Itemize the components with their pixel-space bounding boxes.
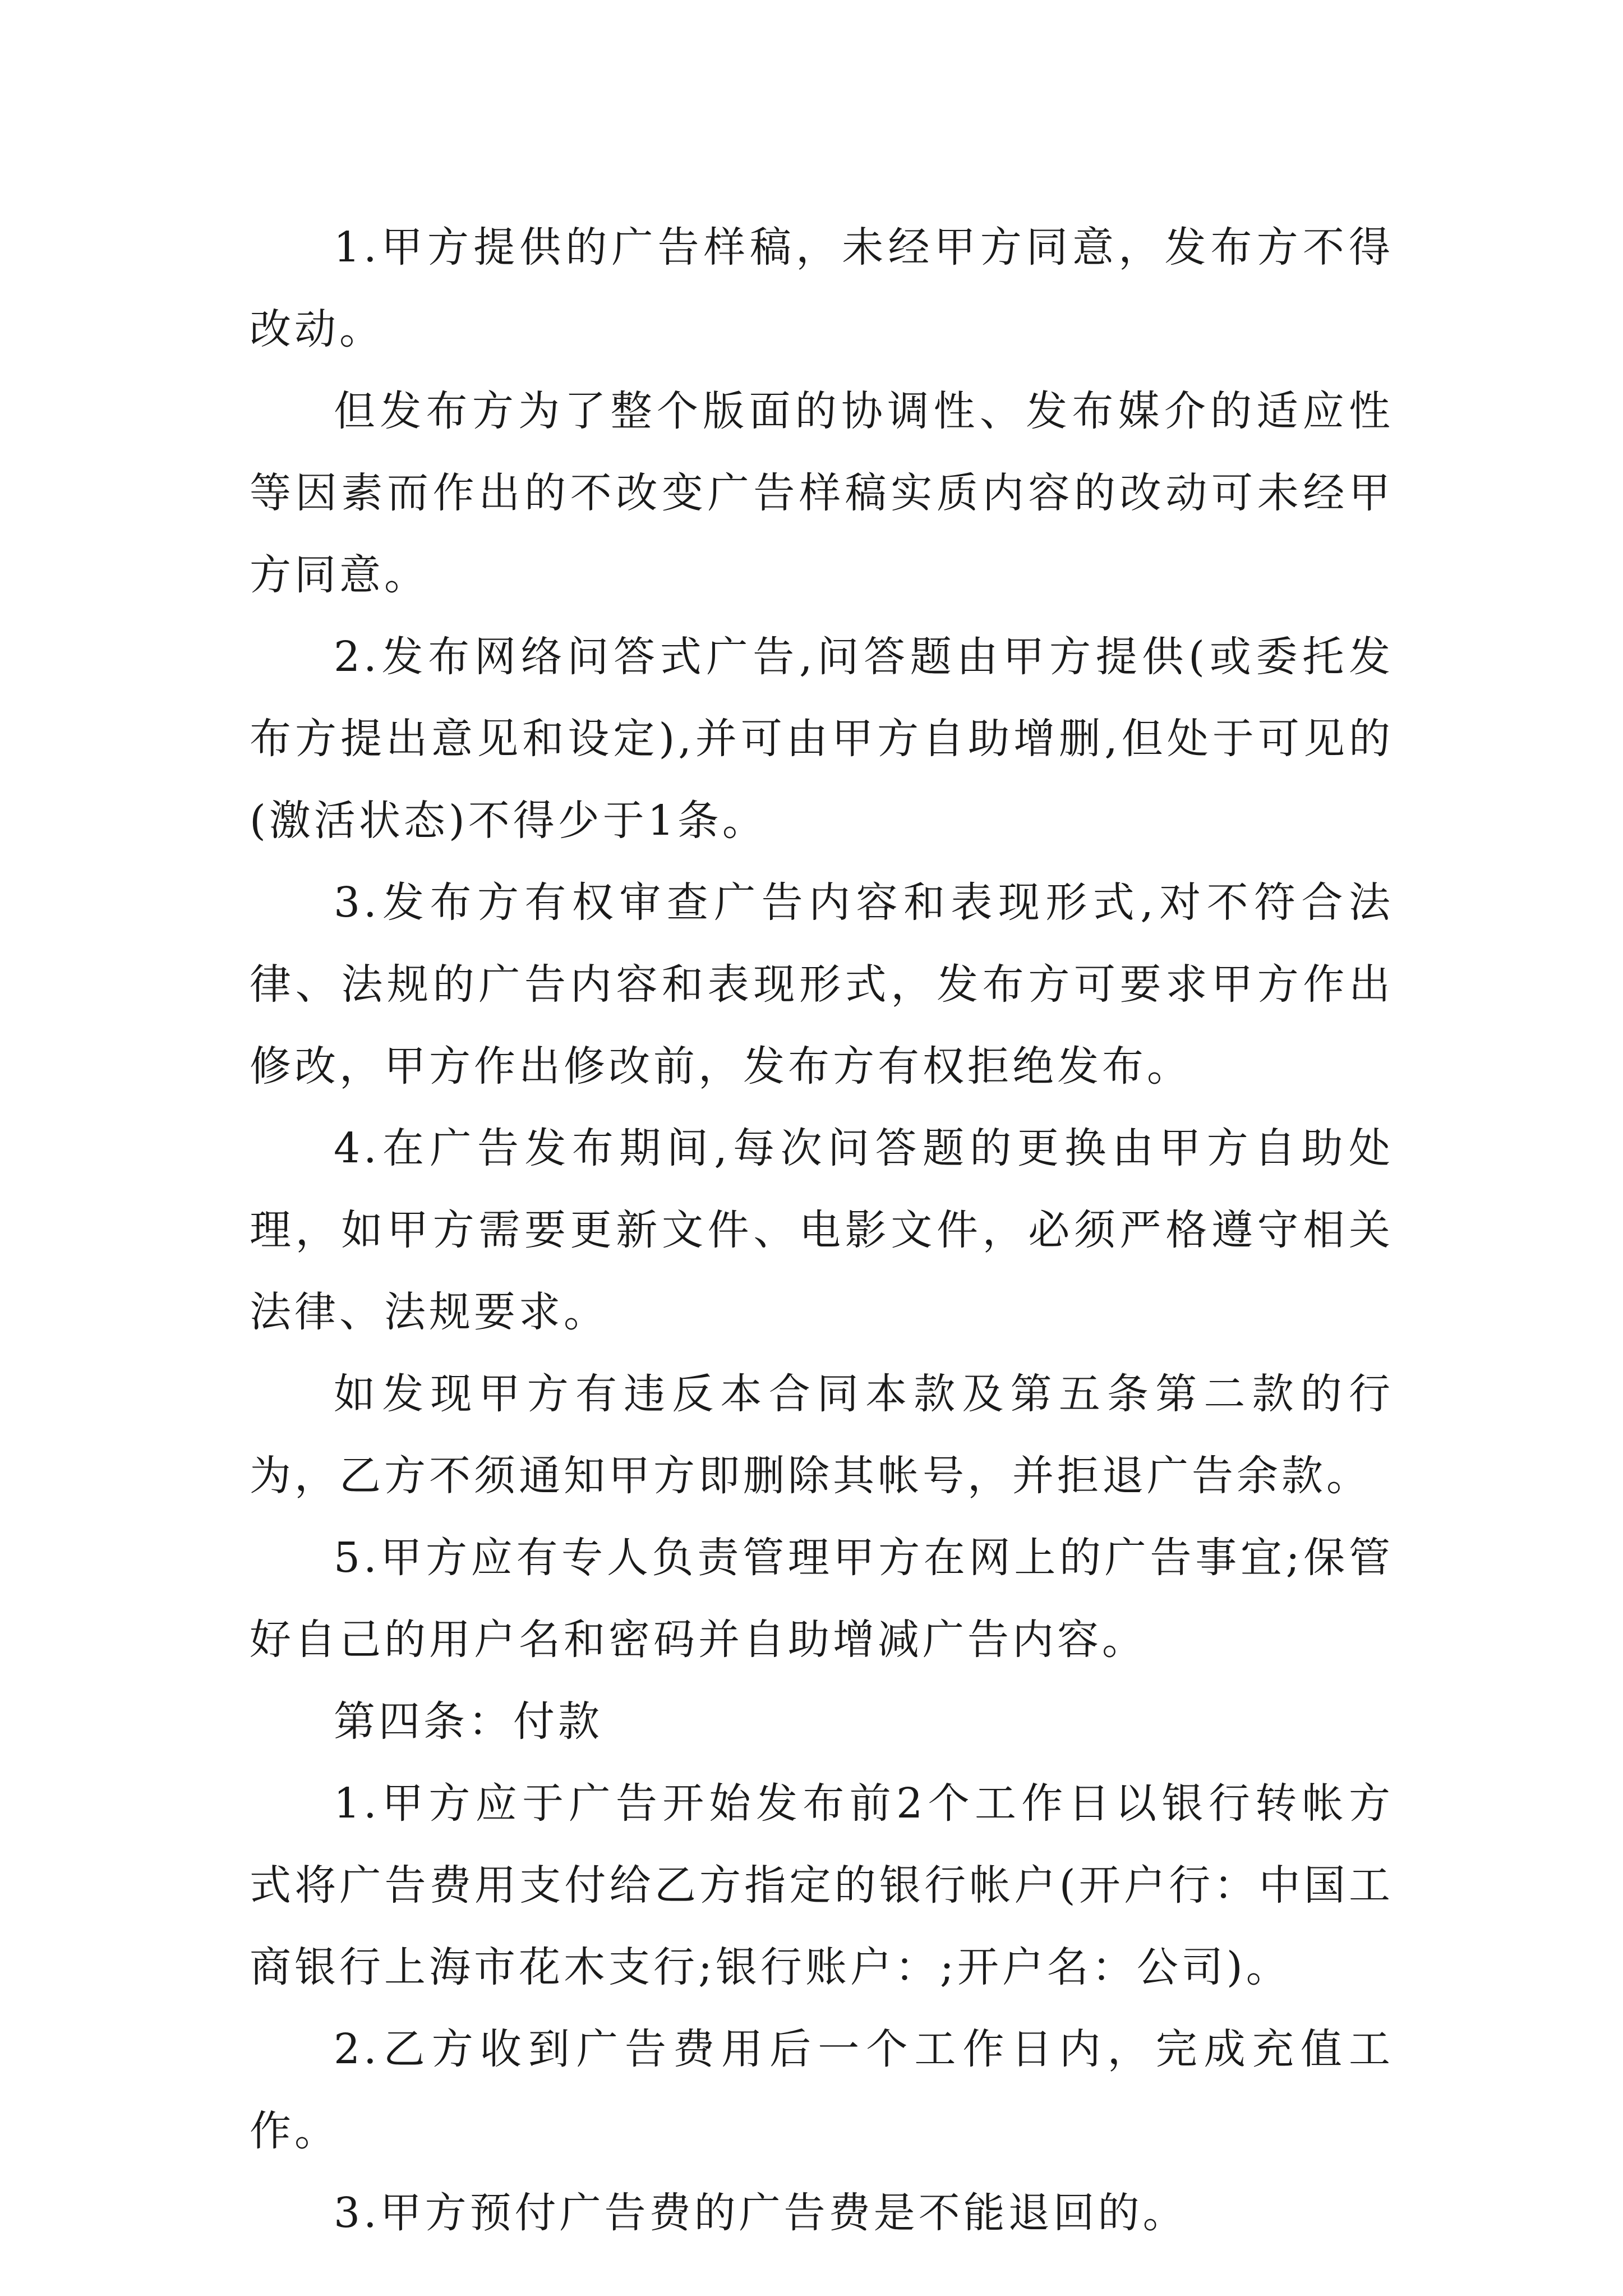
paragraph-clause-4-violation: 如发现甲方有违反本合同本款及第五条第二款的行为，乙方不须通知甲方即删除其帐号，并拒退广告余款。	[250, 1370, 1394, 1500]
paragraph-payment-3: 3.甲方预付广告费的广告费是不能退回的。	[334, 2189, 1188, 2237]
document-body	[250, 206, 1394, 2254]
paragraph-payment-1: 1.甲方应于广告开始发布前2个工作日以银行转帐方式将广告费用支付给乙方指定的银行帐户(开户行：中国工商银行上海市花木支行;银行账户：;开户名：公司)。	[250, 1779, 1394, 1991]
paragraph-clause-1: 1.甲方提供的广告样稿，未经甲方同意，发布方不得改动。	[250, 223, 1394, 353]
section-heading-payment: 第四条：付款	[334, 1697, 603, 1746]
paragraph-clause-1-exception: 但发布方为了整个版面的协调性、发布媒介的适应性等因素而作出的不改变广告样稿实质内容的改动可未经甲方同意。	[250, 387, 1394, 599]
paragraph-clause-2: 2.发布网络问答式广告,问答题由甲方提供(或委托发布方提出意见和设定),并可由甲方自助增删,但处于可见的(激活状态)不得少于1条。	[250, 633, 1394, 845]
paragraph-payment-2: 2.乙方收到广告费用后一个工作日内，完成充值工作。	[250, 2025, 1394, 2155]
paragraph-clause-3: 3.发布方有权审查广告内容和表现形式,对不符合法律、法规的广告内容和表现形式，发布方可要求甲方作出修改，甲方作出修改前，发布方有权拒绝发布。	[250, 878, 1394, 1091]
paragraph-clause-4: 4.在广告发布期间,每次问答题的更换由甲方自助处理，如甲方需要更新文件、电影文件，必须严格遵守相关法律、法规要求。	[250, 1124, 1394, 1336]
paragraph-clause-5: 5.甲方应有专人负责管理甲方在网上的广告事宜;保管好自己的用户名和密码并自助增减广告内容。	[250, 1534, 1394, 1664]
